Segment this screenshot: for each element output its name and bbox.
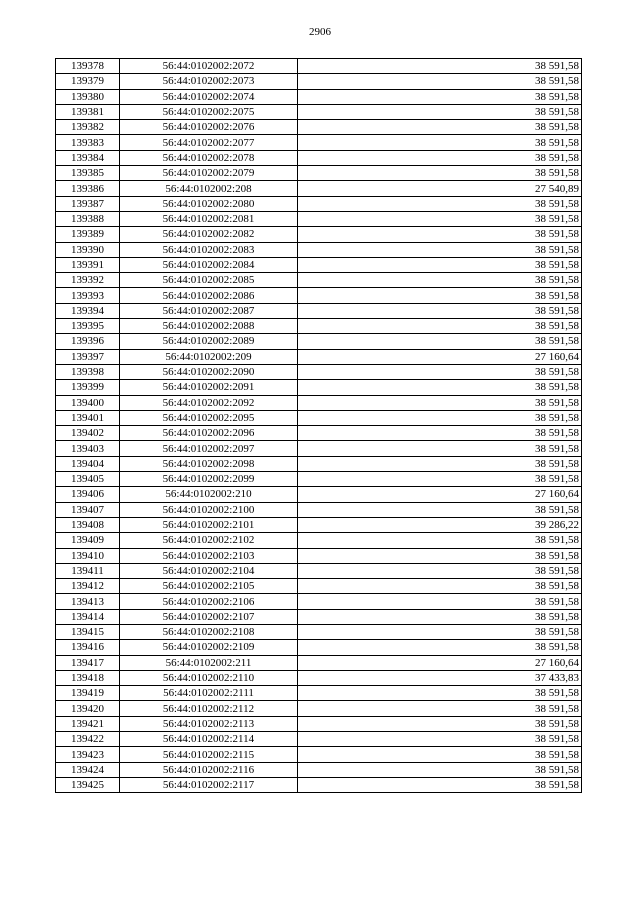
table-row	[56, 120, 582, 135]
cadastral-value-cell: 38 591,58	[298, 257, 582, 272]
cadastral-value-cell: 39 286,22	[298, 517, 582, 532]
table-row	[56, 472, 582, 487]
row-number-cell: 139411	[56, 563, 120, 578]
row-number-cell: 139423	[56, 747, 120, 762]
row-number-cell: 139403	[56, 441, 120, 456]
row-number-cell: 139422	[56, 732, 120, 747]
cadastral-number-cell: 56:44:0102002:2079	[120, 166, 298, 181]
row-number-cell: 139404	[56, 456, 120, 471]
cadastral-number-cell: 56:44:0102002:2092	[120, 395, 298, 410]
cadastral-number-cell: 56:44:0102002:2076	[120, 120, 298, 135]
table-row	[56, 334, 582, 349]
cadastral-number-cell: 56:44:0102002:2077	[120, 135, 298, 150]
cadastral-number-cell: 56:44:0102002:2101	[120, 517, 298, 532]
table-row	[56, 104, 582, 119]
cadastral-number-cell: 56:44:0102002:2085	[120, 273, 298, 288]
cadastral-value-cell: 38 591,58	[298, 716, 582, 731]
cadastral-number-cell: 56:44:0102002:2084	[120, 257, 298, 272]
row-number-cell: 139420	[56, 701, 120, 716]
row-number-cell: 139417	[56, 655, 120, 670]
row-number-cell: 139388	[56, 211, 120, 226]
cadastral-value-cell: 38 591,58	[298, 502, 582, 517]
row-number-cell: 139395	[56, 319, 120, 334]
cadastral-value-cell: 38 591,58	[298, 472, 582, 487]
cadastral-number-cell: 56:44:0102002:2099	[120, 472, 298, 487]
row-number-cell: 139385	[56, 166, 120, 181]
table-row	[56, 548, 582, 563]
cadastral-value-cell: 38 591,58	[298, 227, 582, 242]
cadastral-number-cell: 56:44:0102002:2095	[120, 410, 298, 425]
table-row	[56, 701, 582, 716]
row-number-cell: 139418	[56, 670, 120, 685]
cadastral-number-cell: 56:44:0102002:2086	[120, 288, 298, 303]
table-row	[56, 502, 582, 517]
row-number-cell: 139412	[56, 579, 120, 594]
cadastral-number-cell: 56:44:0102002:2116	[120, 762, 298, 777]
table-row	[56, 563, 582, 578]
table-row	[56, 686, 582, 701]
cadastral-value-cell: 38 591,58	[298, 150, 582, 165]
cadastral-value-cell: 38 591,58	[298, 242, 582, 257]
row-number-cell: 139386	[56, 181, 120, 196]
table-row	[56, 670, 582, 685]
cadastral-value-cell: 27 160,64	[298, 487, 582, 502]
row-number-cell: 139414	[56, 609, 120, 624]
row-number-cell: 139405	[56, 472, 120, 487]
cadastral-number-cell: 56:44:0102002:2105	[120, 579, 298, 594]
table-row	[56, 410, 582, 425]
cadastral-number-cell: 56:44:0102002:2087	[120, 303, 298, 318]
table-row	[56, 395, 582, 410]
cadastral-value-cell: 38 591,58	[298, 640, 582, 655]
row-number-cell: 139407	[56, 502, 120, 517]
table-row	[56, 517, 582, 532]
table-row	[56, 487, 582, 502]
cadastral-number-cell: 56:44:0102002:2110	[120, 670, 298, 685]
row-number-cell: 139425	[56, 777, 120, 792]
cadastral-number-cell: 56:44:0102002:2100	[120, 502, 298, 517]
table-row	[56, 732, 582, 747]
cadastral-number-cell: 56:44:0102002:2107	[120, 609, 298, 624]
cadastral-number-cell: 56:44:0102002:2117	[120, 777, 298, 792]
cadastral-value-cell: 38 591,58	[298, 74, 582, 89]
row-number-cell: 139421	[56, 716, 120, 731]
table-row	[56, 364, 582, 379]
cadastral-number-cell: 56:44:0102002:2097	[120, 441, 298, 456]
cadastral-value-cell: 38 591,58	[298, 59, 582, 74]
table-row	[56, 288, 582, 303]
cadastral-value-cell: 38 591,58	[298, 747, 582, 762]
cadastral-value-cell: 38 591,58	[298, 686, 582, 701]
table-row	[56, 89, 582, 104]
cadastral-value-cell: 27 160,64	[298, 349, 582, 364]
row-number-cell: 139413	[56, 594, 120, 609]
table-row	[56, 196, 582, 211]
cadastral-value-cell: 38 591,58	[298, 303, 582, 318]
cadastral-value-cell: 38 591,58	[298, 273, 582, 288]
row-number-cell: 139382	[56, 120, 120, 135]
cadastral-value-cell: 38 591,58	[298, 624, 582, 639]
table-row	[56, 609, 582, 624]
cadastral-value-cell: 38 591,58	[298, 364, 582, 379]
cadastral-value-cell: 38 591,58	[298, 380, 582, 395]
table-row	[56, 426, 582, 441]
table-row	[56, 150, 582, 165]
table-row	[56, 227, 582, 242]
table-row	[56, 181, 582, 196]
row-number-cell: 139379	[56, 74, 120, 89]
table-row	[56, 640, 582, 655]
cadastral-number-cell: 56:44:0102002:2104	[120, 563, 298, 578]
cadastral-number-cell: 56:44:0102002:2073	[120, 74, 298, 89]
cadastral-value-cell: 38 591,58	[298, 732, 582, 747]
cadastral-number-cell: 56:44:0102002:2078	[120, 150, 298, 165]
cadastral-number-cell: 56:44:0102002:2106	[120, 594, 298, 609]
row-number-cell: 139387	[56, 196, 120, 211]
cadastral-number-cell: 56:44:0102002:2075	[120, 104, 298, 119]
page-number: 2906	[309, 26, 331, 38]
table-row	[56, 579, 582, 594]
cadastral-value-cell: 38 591,58	[298, 288, 582, 303]
table-row	[56, 747, 582, 762]
cadastral-value-cell: 38 591,58	[298, 563, 582, 578]
cadastral-number-cell: 56:44:0102002:2080	[120, 196, 298, 211]
cadastral-number-cell: 56:44:0102002:2103	[120, 548, 298, 563]
cadastral-value-cell: 38 591,58	[298, 334, 582, 349]
row-number-cell: 139393	[56, 288, 120, 303]
cadastral-value-cell: 38 591,58	[298, 441, 582, 456]
row-number-cell: 139406	[56, 487, 120, 502]
cadastral-value-cell: 38 591,58	[298, 594, 582, 609]
cadastral-value-cell: 38 591,58	[298, 548, 582, 563]
row-number-cell: 139402	[56, 426, 120, 441]
table-row	[56, 273, 582, 288]
cadastral-value-cell: 38 591,58	[298, 410, 582, 425]
cadastral-value-cell: 27 540,89	[298, 181, 582, 196]
cadastral-value-cell: 38 591,58	[298, 701, 582, 716]
cadastral-number-cell: 56:44:0102002:2098	[120, 456, 298, 471]
table-row	[56, 166, 582, 181]
table-row	[56, 762, 582, 777]
cadastral-value-cell: 38 591,58	[298, 211, 582, 226]
row-number-cell: 139390	[56, 242, 120, 257]
row-number-cell: 139397	[56, 349, 120, 364]
table-row	[56, 242, 582, 257]
cadastral-value-cell: 37 433,83	[298, 670, 582, 685]
cadastral-number-cell: 56:44:0102002:2088	[120, 319, 298, 334]
row-number-cell: 139419	[56, 686, 120, 701]
row-number-cell: 139381	[56, 104, 120, 119]
row-number-cell: 139415	[56, 624, 120, 639]
cadastral-number-cell: 56:44:0102002:2109	[120, 640, 298, 655]
cadastral-value-cell: 38 591,58	[298, 579, 582, 594]
row-number-cell: 139400	[56, 395, 120, 410]
cadastral-number-cell: 56:44:0102002:2113	[120, 716, 298, 731]
row-number-cell: 139396	[56, 334, 120, 349]
cadastral-value-cell: 38 591,58	[298, 120, 582, 135]
cadastral-number-cell: 56:44:0102002:208	[120, 181, 298, 196]
table-row	[56, 74, 582, 89]
cadastral-number-cell: 56:44:0102002:2082	[120, 227, 298, 242]
cadastral-number-cell: 56:44:0102002:2089	[120, 334, 298, 349]
table-row	[56, 211, 582, 226]
row-number-cell: 139384	[56, 150, 120, 165]
row-number-cell: 139410	[56, 548, 120, 563]
cadastral-number-cell: 56:44:0102002:2114	[120, 732, 298, 747]
table-row	[56, 319, 582, 334]
row-number-cell: 139424	[56, 762, 120, 777]
cadastral-number-cell: 56:44:0102002:2111	[120, 686, 298, 701]
table-row	[56, 533, 582, 548]
table-row	[56, 624, 582, 639]
table-row	[56, 59, 582, 74]
cadastral-value-cell: 38 591,58	[298, 395, 582, 410]
cadastral-value-cell: 38 591,58	[298, 89, 582, 104]
table-row	[56, 777, 582, 792]
cadastral-number-cell: 56:44:0102002:2115	[120, 747, 298, 762]
cadastral-number-cell: 56:44:0102002:2090	[120, 364, 298, 379]
cadastral-value-cell: 38 591,58	[298, 196, 582, 211]
table-body	[56, 59, 582, 793]
row-number-cell: 139399	[56, 380, 120, 395]
table-row	[56, 135, 582, 150]
cadastral-value-cell: 27 160,64	[298, 655, 582, 670]
row-number-cell: 139391	[56, 257, 120, 272]
row-number-cell: 139389	[56, 227, 120, 242]
cadastral-value-cell: 38 591,58	[298, 426, 582, 441]
cadastral-number-cell: 56:44:0102002:2091	[120, 380, 298, 395]
row-number-cell: 139401	[56, 410, 120, 425]
table-row	[56, 456, 582, 471]
row-number-cell: 139380	[56, 89, 120, 104]
cadastral-number-cell: 56:44:0102002:209	[120, 349, 298, 364]
cadastral-value-cell: 38 591,58	[298, 762, 582, 777]
cadastral-number-cell: 56:44:0102002:2096	[120, 426, 298, 441]
cadastral-number-cell: 56:44:0102002:211	[120, 655, 298, 670]
cadastral-number-cell: 56:44:0102002:2102	[120, 533, 298, 548]
cadastral-value-cell: 38 591,58	[298, 319, 582, 334]
row-number-cell: 139383	[56, 135, 120, 150]
cadastral-value-cell: 38 591,58	[298, 135, 582, 150]
table-row	[56, 655, 582, 670]
table-row	[56, 716, 582, 731]
cadastral-value-cell: 38 591,58	[298, 777, 582, 792]
table-row	[56, 349, 582, 364]
table-row	[56, 257, 582, 272]
cadastral-value-cell: 38 591,58	[298, 533, 582, 548]
cadastral-value-table	[55, 58, 582, 793]
cadastral-value-cell: 38 591,58	[298, 104, 582, 119]
cadastral-value-cell: 38 591,58	[298, 166, 582, 181]
table-row	[56, 594, 582, 609]
row-number-cell: 139394	[56, 303, 120, 318]
row-number-cell: 139408	[56, 517, 120, 532]
cadastral-number-cell: 56:44:0102002:2074	[120, 89, 298, 104]
cadastral-number-cell: 56:44:0102002:210	[120, 487, 298, 502]
cadastral-value-cell: 38 591,58	[298, 456, 582, 471]
row-number-cell: 139392	[56, 273, 120, 288]
cadastral-number-cell: 56:44:0102002:2112	[120, 701, 298, 716]
row-number-cell: 139409	[56, 533, 120, 548]
cadastral-number-cell: 56:44:0102002:2081	[120, 211, 298, 226]
cadastral-value-cell: 38 591,58	[298, 609, 582, 624]
row-number-cell: 139416	[56, 640, 120, 655]
row-number-cell: 139398	[56, 364, 120, 379]
table-row	[56, 380, 582, 395]
cadastral-number-cell: 56:44:0102002:2072	[120, 59, 298, 74]
row-number-cell: 139378	[56, 59, 120, 74]
cadastral-number-cell: 56:44:0102002:2083	[120, 242, 298, 257]
cadastral-number-cell: 56:44:0102002:2108	[120, 624, 298, 639]
table-row	[56, 303, 582, 318]
table-row	[56, 441, 582, 456]
